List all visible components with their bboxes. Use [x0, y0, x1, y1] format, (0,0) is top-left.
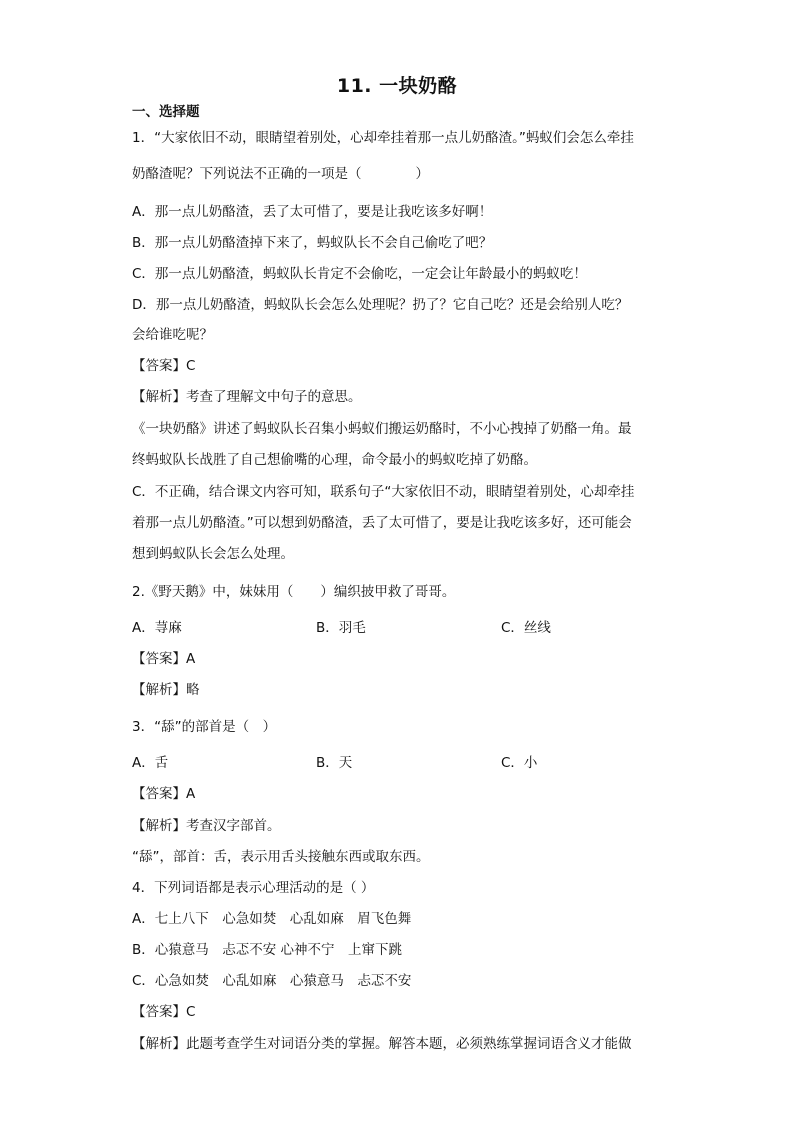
q3-option-c: C．小: [501, 755, 538, 771]
q1-explanation-line3: C．不正确，结合课文内容可知，联系句子“大家依旧不动，眼睛望着别处，心却牵挂: [132, 484, 635, 500]
q4-option-b: B．心猿意马 忐忑不安 心神不宁 上窜下跳: [132, 942, 403, 958]
q1-answer: 【答案】C: [132, 358, 196, 374]
q1-option-d-line1: D．那一点儿奶酪渣，蚂蚁队长会怎么处理呢？扔了？它自己吃？还是会给别人吃？: [132, 297, 629, 313]
q1-explanation-line4: 着那一点儿奶酪渣。”可以想到奶酪渣，丢了太可惜了，要是让我吃该多好，还可能会: [132, 515, 632, 531]
q1-option-c: C．那一点儿奶酪渣，蚂蚁队长肯定不会偷吃，一定会让年龄最小的蚂蚁吃！: [132, 266, 587, 282]
q4-analysis: 【解析】此题考查学生对词语分类的掌握。解答本题，必须熟练掌握词语含义才能做: [132, 1036, 632, 1052]
q2-option-a: A．荨麻: [132, 620, 182, 636]
q1-explanation-line2: 终蚂蚁队长战胜了自己想偷嘴的心理，命令最小的蚂蚁吃掉了奶酪。: [132, 452, 537, 468]
page-title: 11. 一块奶酪: [336, 75, 458, 97]
q1-option-d-line2: 会给谁吃呢？: [132, 327, 213, 343]
q3-analysis: 【解析】考查汉字部首。: [132, 818, 281, 834]
q4-option-a: A．七上八下 心急如焚 心乱如麻 眉飞色舞: [132, 911, 412, 927]
q4-option-c: C．心急如焚 心乱如麻 心猿意马 忐忑不安: [132, 973, 412, 989]
q1-explanation-line5: 想到蚂蚁队长会怎么处理。: [132, 546, 294, 562]
q2-stem: 2.《野天鹅》中，妹妹用（ ）编织披甲救了哥哥。: [132, 584, 456, 600]
q3-answer: 【答案】A: [132, 786, 196, 802]
q2-option-c: C．丝线: [501, 620, 551, 636]
q3-option-a: A．舌: [132, 755, 169, 771]
q1-option-b: B．那一点儿奶酪渣掉下来了，蚂蚁队长不会自己偷吃了吧？: [132, 235, 493, 251]
q1-option-a: A．那一点儿奶酪渣，丢了太可惜了，要是让我吃该多好啊！: [132, 204, 493, 220]
q1-analysis: 【解析】考查了理解文中句子的意思。: [132, 389, 362, 405]
q1-explanation-line1: 《一块奶酪》讲述了蚂蚁队长召集小蚂蚁们搬运奶酪时，不小心拽掉了奶酪一角。最: [132, 421, 632, 437]
q1-stem-line2: 奶酪渣呢？下列说法不正确的一项是（ ）: [132, 166, 429, 182]
section-heading: 一、选择题: [132, 104, 200, 120]
q2-analysis: 【解析】略: [132, 682, 200, 698]
q3-option-b: B．天: [316, 755, 353, 771]
q3-explanation: “舔”，部首：舌，表示用舌头接触东西或取东西。: [132, 849, 430, 865]
q2-option-b: B．羽毛: [316, 620, 366, 636]
q4-stem: 4．下列词语都是表示心理活动的是（ ）: [132, 880, 375, 896]
q3-stem: 3．“舔”的部首是（ ）: [132, 719, 277, 735]
q4-answer: 【答案】C: [132, 1004, 196, 1020]
q1-stem-line1: 1．“大家依旧不动，眼睛望着别处，心却牵挂着那一点儿奶酪渣。”蚂蚁们会怎么牵挂: [132, 130, 634, 146]
q2-answer: 【答案】A: [132, 651, 196, 667]
